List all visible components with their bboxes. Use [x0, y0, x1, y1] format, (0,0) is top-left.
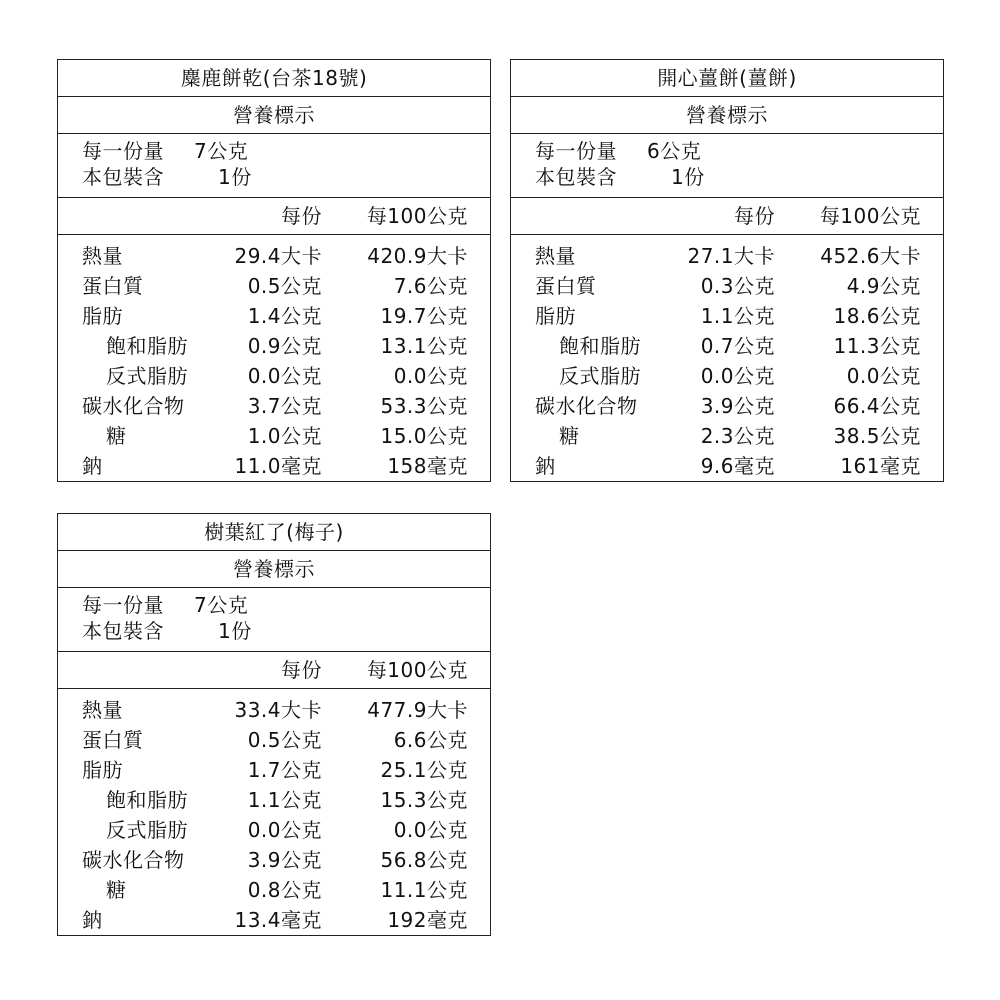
nutrient-row: [58, 845, 490, 875]
nutrient-name: 糖: [106, 878, 127, 902]
per-100g-header: 每100公克: [366, 204, 468, 228]
nutrient-per-100g: 6.6公克: [393, 728, 468, 752]
nutrient-name: 反式脂肪: [106, 818, 188, 842]
serving-size-value: 7公克: [194, 593, 249, 617]
nutrient-row: [58, 875, 490, 905]
nutrient-per-serving: 1.0公克: [247, 424, 322, 448]
serving-info: [511, 134, 943, 198]
nutrient-row: [58, 815, 490, 845]
per-serving-header: 每份: [281, 204, 322, 228]
nutrient-per-serving: 1.1公克: [700, 304, 775, 328]
nutrient-per-100g: 53.3公克: [380, 394, 468, 418]
product-title: 開心薑餅(薑餅): [511, 60, 943, 97]
nutrient-per-100g: 7.6公克: [393, 274, 468, 298]
nutrient-per-100g: 13.1公克: [380, 334, 468, 358]
nutrient-name: 脂肪: [82, 304, 123, 328]
nutrient-per-serving: 1.4公克: [247, 304, 322, 328]
serving-info: [58, 588, 490, 652]
nutrient-per-serving: 3.9公克: [700, 394, 775, 418]
nutrient-name: 脂肪: [82, 758, 123, 782]
column-header: [58, 652, 490, 689]
nutrient-per-serving: 2.3公克: [700, 424, 775, 448]
nutrient-per-100g: 0.0公克: [846, 364, 921, 388]
nutrient-row: [511, 361, 943, 391]
nutrient-name: 鈉: [82, 454, 103, 478]
nutrient-per-serving: 0.5公克: [247, 728, 322, 752]
nutrient-row: [58, 755, 490, 785]
nutrient-row: [58, 391, 490, 421]
nutrient-row: [58, 725, 490, 755]
product-title: 樹葉紅了(梅子): [58, 514, 490, 551]
servings-per-pack-value: 1份: [218, 619, 252, 643]
nutrient-name: 反式脂肪: [106, 364, 188, 388]
nutrient-name: 碳水化合物: [535, 394, 638, 418]
nutrient-per-100g: 66.4公克: [833, 394, 921, 418]
nutrient-per-100g: 15.3公克: [380, 788, 468, 812]
nutrient-per-serving: 9.6毫克: [700, 454, 775, 478]
servings-per-pack-value: 1份: [218, 165, 252, 189]
serving-size-value: 6公克: [647, 139, 702, 163]
nutrient-per-100g: 25.1公克: [380, 758, 468, 782]
nutrient-per-100g: 56.8公克: [380, 848, 468, 872]
nutrient-name: 鈉: [535, 454, 556, 478]
servings-per-pack-label: 本包裝含: [82, 619, 164, 643]
servings-per-pack-label: 本包裝含: [535, 165, 617, 189]
nutrient-name: 熱量: [535, 244, 576, 268]
nutrition-label: [57, 513, 491, 936]
nutrient-row: [511, 271, 943, 301]
nutrient-per-serving: 3.9公克: [247, 848, 322, 872]
nutrient-per-100g: 158毫克: [387, 454, 468, 478]
nutrient-per-100g: 4.9公克: [846, 274, 921, 298]
nutrient-name: 糖: [559, 424, 580, 448]
nutrient-row: [511, 301, 943, 331]
nutrient-row: [58, 785, 490, 815]
nutrient-per-serving: 0.0公克: [247, 818, 322, 842]
nutrient-name: 熱量: [82, 244, 123, 268]
nutrient-row: [511, 451, 943, 481]
nutrient-row: [58, 331, 490, 361]
nutrient-per-100g: 0.0公克: [393, 364, 468, 388]
nutrient-per-100g: 477.9大卡: [367, 698, 468, 722]
nutrient-table: [511, 235, 943, 481]
nutrient-table: [58, 235, 490, 481]
nutrient-row: [58, 695, 490, 725]
nutrient-per-100g: 11.1公克: [380, 878, 468, 902]
label-heading: 營養標示: [58, 97, 490, 134]
servings-per-pack-value: 1份: [671, 165, 705, 189]
nutrient-per-100g: 420.9大卡: [367, 244, 468, 268]
serving-size-label: 每一份量: [82, 593, 164, 617]
nutrient-name: 蛋白質: [535, 274, 597, 298]
nutrient-row: [58, 301, 490, 331]
nutrient-row: [58, 271, 490, 301]
nutrient-per-100g: 19.7公克: [380, 304, 468, 328]
nutrient-per-100g: 161毫克: [840, 454, 921, 478]
nutrient-per-serving: 27.1大卡: [687, 244, 775, 268]
nutrient-row: [511, 241, 943, 271]
nutrient-row: [58, 905, 490, 935]
nutrient-per-serving: 33.4大卡: [234, 698, 322, 722]
nutrient-row: [511, 331, 943, 361]
nutrient-per-100g: 18.6公克: [833, 304, 921, 328]
nutrient-row: [511, 391, 943, 421]
serving-size-label: 每一份量: [82, 139, 164, 163]
nutrient-name: 蛋白質: [82, 728, 144, 752]
nutrient-name: 碳水化合物: [82, 394, 185, 418]
servings-per-pack-label: 本包裝含: [82, 165, 164, 189]
per-100g-header: 每100公克: [366, 658, 468, 682]
nutrient-name: 脂肪: [535, 304, 576, 328]
nutrient-row: [58, 361, 490, 391]
nutrient-per-100g: 192毫克: [387, 908, 468, 932]
nutrient-per-serving: 13.4毫克: [234, 908, 322, 932]
nutrient-table: [58, 689, 490, 935]
nutrient-row: [511, 421, 943, 451]
per-serving-header: 每份: [734, 204, 775, 228]
nutrient-per-serving: 0.9公克: [247, 334, 322, 358]
nutrient-per-serving: 1.7公克: [247, 758, 322, 782]
nutrient-name: 熱量: [82, 698, 123, 722]
product-title: 麋鹿餅乾(台茶18號): [58, 60, 490, 97]
column-header: [58, 198, 490, 235]
nutrient-per-100g: 452.6大卡: [820, 244, 921, 268]
nutrient-per-serving: 11.0毫克: [234, 454, 322, 478]
nutrient-name: 蛋白質: [82, 274, 144, 298]
nutrient-per-serving: 0.3公克: [700, 274, 775, 298]
nutrient-name: 飽和脂肪: [559, 334, 641, 358]
nutrient-per-100g: 38.5公克: [833, 424, 921, 448]
nutrient-per-100g: 11.3公克: [833, 334, 921, 358]
label-heading: 營養標示: [58, 551, 490, 588]
nutrition-label: [57, 59, 491, 482]
nutrient-name: 反式脂肪: [559, 364, 641, 388]
nutrient-row: [58, 241, 490, 271]
nutrient-per-serving: 1.1公克: [247, 788, 322, 812]
nutrient-per-100g: 15.0公克: [380, 424, 468, 448]
nutrient-row: [58, 451, 490, 481]
serving-info: [58, 134, 490, 198]
nutrient-per-serving: 3.7公克: [247, 394, 322, 418]
nutrient-per-serving: 0.5公克: [247, 274, 322, 298]
nutrient-name: 飽和脂肪: [106, 334, 188, 358]
nutrient-per-serving: 0.8公克: [247, 878, 322, 902]
nutrient-per-100g: 0.0公克: [393, 818, 468, 842]
per-100g-header: 每100公克: [819, 204, 921, 228]
nutrient-name: 碳水化合物: [82, 848, 185, 872]
nutrient-name: 糖: [106, 424, 127, 448]
serving-size-value: 7公克: [194, 139, 249, 163]
per-serving-header: 每份: [281, 658, 322, 682]
nutrient-name: 飽和脂肪: [106, 788, 188, 812]
nutrient-per-serving: 0.7公克: [700, 334, 775, 358]
label-heading: 營養標示: [511, 97, 943, 134]
nutrition-label: [510, 59, 944, 482]
nutrient-row: [58, 421, 490, 451]
nutrient-name: 鈉: [82, 908, 103, 932]
nutrient-per-serving: 29.4大卡: [234, 244, 322, 268]
nutrient-per-serving: 0.0公克: [247, 364, 322, 388]
nutrient-per-serving: 0.0公克: [700, 364, 775, 388]
column-header: [511, 198, 943, 235]
serving-size-label: 每一份量: [535, 139, 617, 163]
